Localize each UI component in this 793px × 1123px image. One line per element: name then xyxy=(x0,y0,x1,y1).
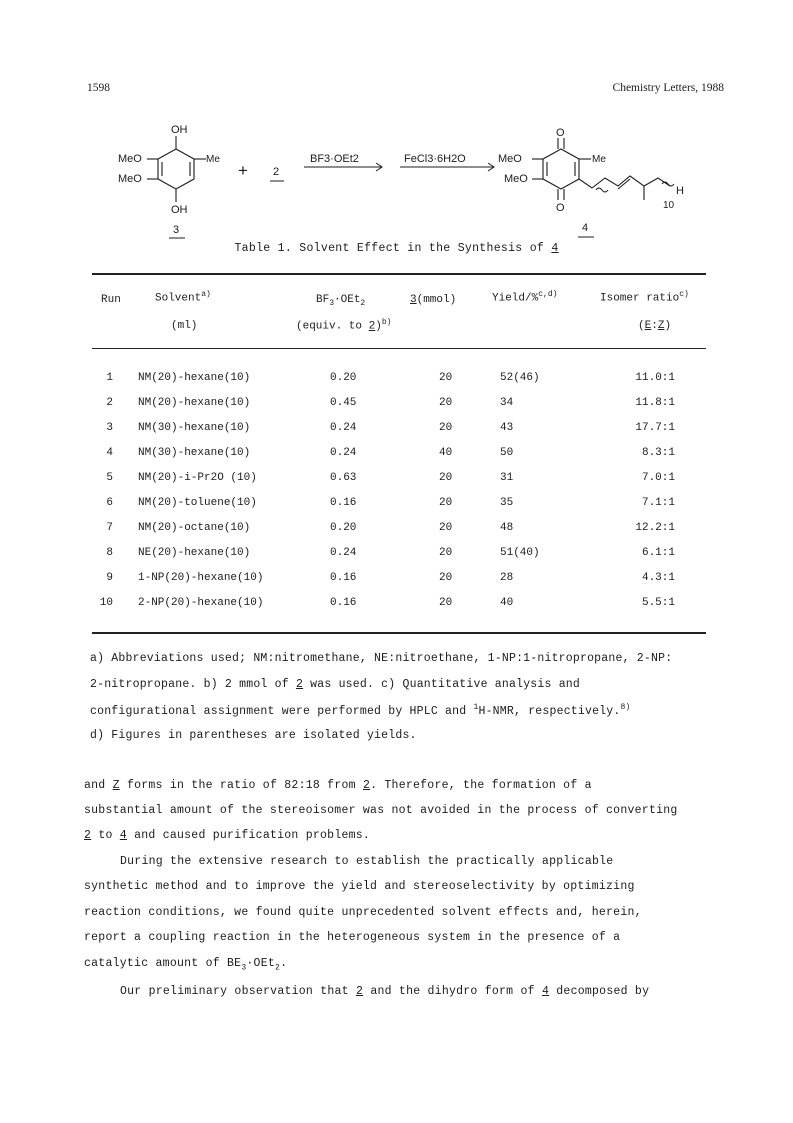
cell-ratio: 8.3:1 xyxy=(641,447,675,459)
cell-solvent: NM(20)-hexane(10) xyxy=(138,372,251,384)
cell-mmol: 20 xyxy=(439,397,453,409)
header-run: Run xyxy=(101,294,121,306)
header-mmol: 3(mmol) xyxy=(410,294,457,306)
cell-solvent: NM(30)-hexane(10) xyxy=(138,447,251,459)
cell-mmol: 20 xyxy=(439,547,453,559)
reagent-2-label: 2 xyxy=(273,166,280,178)
cell-ratio: 7.0:1 xyxy=(641,472,675,484)
cell-bf3: 0.16 xyxy=(330,597,357,609)
methyl-label: Me xyxy=(206,154,220,165)
cell-mmol: 20 xyxy=(439,497,453,509)
body-line: 2 to 4 and caused purification problems. xyxy=(84,829,371,842)
cell-bf3: 0.63 xyxy=(330,472,357,484)
arrow-2-reagent: FeCl3·6H2O xyxy=(404,153,466,165)
quinone-structure xyxy=(532,138,670,200)
cell-mmol: 20 xyxy=(439,597,453,609)
header-yield: Yield/%$^{c,d)}$ xyxy=(492,290,558,305)
cell-mmol: 20 xyxy=(439,422,453,434)
body-line: reaction conditions, we found quite unprecedented solvent effects and, herein, xyxy=(84,906,642,919)
cell-run: 4 xyxy=(106,447,113,459)
cell-bf3: 0.45 xyxy=(330,397,357,409)
carbonyl-o-top: O xyxy=(556,127,565,139)
cell-mmol: 20 xyxy=(439,572,453,584)
cell-solvent: 1-NP(20)-hexane(10) xyxy=(138,572,264,584)
footnote-a: a) Abbreviations used; NM:nitromethane, NE:nitroethane, 1-NP:1-nitropropane, 2-NP: xyxy=(90,652,673,665)
cell-yield: 34 xyxy=(500,397,514,409)
cell-run: 9 xyxy=(106,572,113,584)
footnote-b-c: 2-nitropropane. b) 2 mmol of 2 was used. c) Quantitative analysis and xyxy=(90,678,581,691)
methyl-label: Me xyxy=(592,154,606,165)
table-bottom-rule xyxy=(92,632,706,634)
header-solvent: Solvent$^{a)}$ xyxy=(155,290,211,305)
body-line: and Z forms in the ratio of 82:18 from 2. Therefore, the formation of a xyxy=(84,779,592,792)
table-caption xyxy=(0,242,793,255)
cell-run: 10 xyxy=(99,597,113,609)
cell-yield: 51(40) xyxy=(500,547,540,559)
cell-bf3: 0.24 xyxy=(330,422,357,434)
cell-run: 1 xyxy=(106,372,113,384)
cell-ratio: 12.2:1 xyxy=(635,522,675,534)
caption-text: Table 1. Solvent Effect in the Synthesis of xyxy=(234,242,545,255)
meo-label: MeO xyxy=(118,173,142,185)
cell-yield: 35 xyxy=(500,497,514,509)
cell-mmol: 20 xyxy=(439,472,453,484)
reaction-scheme xyxy=(100,116,700,244)
cell-ratio: 11.8:1 xyxy=(635,397,675,409)
header-solvent-unit: (ml) xyxy=(171,320,198,332)
cell-bf3: 0.16 xyxy=(330,572,357,584)
cell-ratio: 7.1:1 xyxy=(641,497,675,509)
cell-yield: 31 xyxy=(500,472,514,484)
cell-solvent: NM(20)-octane(10) xyxy=(138,522,251,534)
cell-run: 7 xyxy=(106,522,113,534)
cell-run: 6 xyxy=(106,497,113,509)
oh-top-label: OH xyxy=(171,124,188,136)
cell-solvent: NM(20)-hexane(10) xyxy=(138,397,251,409)
cell-yield: 48 xyxy=(500,522,514,534)
meo-label: MeO xyxy=(118,153,142,165)
journal-name: Chemistry Letters, 1988 xyxy=(612,82,724,94)
meo-label: MeO xyxy=(504,173,528,185)
body-line: substantial amount of the stereoisomer was not avoided in the process of converting xyxy=(84,804,678,817)
cell-run: 8 xyxy=(106,547,113,559)
body-line: Our preliminary observation that 2 and the dihydro form of 4 decomposed by xyxy=(120,985,650,998)
cell-bf3: 0.24 xyxy=(330,447,357,459)
cell-yield: 50 xyxy=(500,447,514,459)
cell-ratio: 6.1:1 xyxy=(641,547,675,559)
cell-yield: 40 xyxy=(500,597,514,609)
cell-solvent: NM(30)-hexane(10) xyxy=(138,422,251,434)
footnote-c-cont: configurational assignment were performed by HPLC and $^1$H-NMR, respectively.$^{8)}$ xyxy=(90,703,631,718)
cell-bf3: 0.20 xyxy=(330,372,357,384)
cell-solvent: NM(20)-i-Pr2O (10) xyxy=(138,472,257,484)
cell-yield: 52(46) xyxy=(500,372,540,384)
page-number: 1598 xyxy=(87,82,110,94)
arrow-1-reagent: BF3·OEt2 xyxy=(310,153,359,165)
header-bf3-equiv: (equiv. to 2)$^{b)}$ xyxy=(296,318,392,333)
cell-bf3: 0.16 xyxy=(330,497,357,509)
cell-ratio: 17.7:1 xyxy=(635,422,675,434)
cell-mmol: 40 xyxy=(439,447,453,459)
footnote-d: d) Figures in parentheses are isolated yields. xyxy=(90,729,417,742)
hydroquinone-structure xyxy=(147,136,206,202)
header-isomer-unit: (E:Z) xyxy=(638,320,672,332)
cell-run: 5 xyxy=(106,472,113,484)
plus-sign: + xyxy=(238,161,248,180)
cell-ratio: 5.5:1 xyxy=(641,597,675,609)
cell-yield: 28 xyxy=(500,572,514,584)
compound-4-label: 4 xyxy=(582,222,589,234)
cell-yield: 43 xyxy=(500,422,514,434)
cell-ratio: 4.3:1 xyxy=(641,572,675,584)
cell-ratio: 11.0:1 xyxy=(635,372,675,384)
header-bf3: $BF_3\cdot OEt_2$ xyxy=(316,294,366,309)
compound-3-label: 3 xyxy=(173,224,180,236)
cell-run: 3 xyxy=(106,422,113,434)
meo-label: MeO xyxy=(498,153,522,165)
cell-run: 2 xyxy=(106,397,113,409)
cell-mmol: 20 xyxy=(439,372,453,384)
header-isomer-ratio: Isomer ratio$^{c)}$ xyxy=(600,290,689,305)
caption-compound-ref: 4 xyxy=(551,242,559,255)
cell-bf3: 0.24 xyxy=(330,547,357,559)
oh-bottom-label: OH xyxy=(171,204,188,216)
table-top-rule xyxy=(92,273,706,275)
body-line: report a coupling reaction in the heterogeneous system in the presence of a xyxy=(84,931,621,944)
body-line: During the extensive research to establish the practically applicable xyxy=(120,855,614,868)
cell-bf3: 0.20 xyxy=(330,522,357,534)
cell-solvent: 2-NP(20)-hexane(10) xyxy=(138,597,264,609)
repeat-count-label: 10 xyxy=(663,200,675,211)
body-line: catalytic amount of $BE_3\cdot OEt_2$. xyxy=(84,957,288,973)
chain-terminal-h: H xyxy=(676,185,684,197)
carbonyl-o-bottom: O xyxy=(556,202,565,214)
cell-solvent: NE(20)-hexane(10) xyxy=(138,547,251,559)
body-line: synthetic method and to improve the yield and stereoselectivity by optimizing xyxy=(84,880,635,893)
cell-mmol: 20 xyxy=(439,522,453,534)
cell-solvent: NM(20)-toluene(10) xyxy=(138,497,257,509)
table-header-rule xyxy=(92,348,706,349)
